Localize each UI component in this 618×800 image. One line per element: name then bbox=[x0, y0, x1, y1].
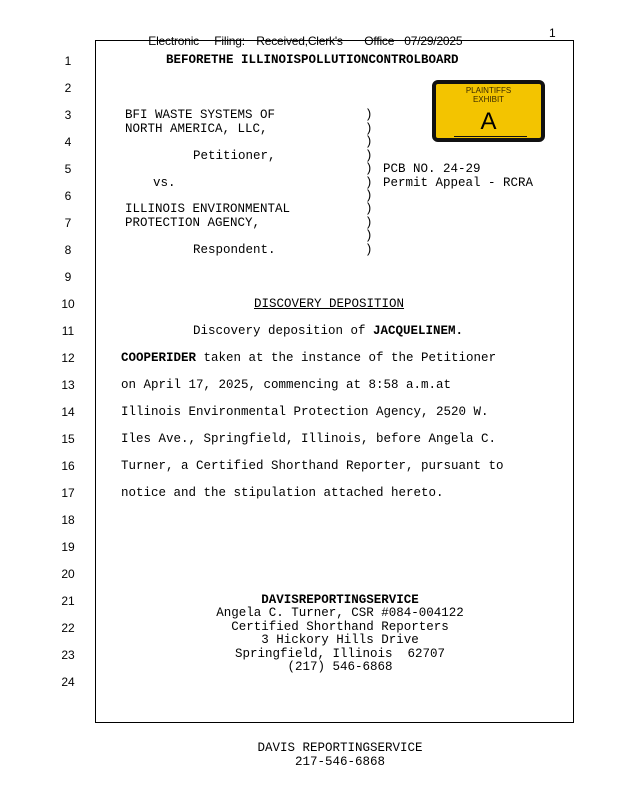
body-line-16: Turner, a Certified Shorthand Reporter, pursuant to bbox=[121, 459, 504, 473]
line-number: 17 bbox=[61, 486, 75, 500]
petitioner-name-line1: BFI WASTE SYSTEMS OF bbox=[125, 108, 276, 122]
caption-paren: ) bbox=[365, 189, 373, 203]
line-number: 9 bbox=[64, 270, 72, 284]
line-number: 15 bbox=[61, 432, 75, 446]
reporting-firm: DAVISREPORTINGSERVICE bbox=[261, 593, 419, 607]
exhibit-sticker bbox=[432, 80, 545, 142]
petitioner-name-line2: NORTH AMERICA, LLC, bbox=[125, 122, 268, 136]
exhibit-sticker-line1: PLAINTIFFS bbox=[465, 86, 512, 95]
line-number: 13 bbox=[61, 378, 75, 392]
deponent-last-name: COOPERIDER bbox=[121, 351, 197, 365]
footer-phone: 217-546-6868 bbox=[294, 755, 385, 769]
caption-paren: ) bbox=[365, 202, 373, 216]
line-number: 14 bbox=[61, 405, 75, 419]
body-line-12 bbox=[121, 351, 496, 365]
versus-label: vs. bbox=[153, 176, 176, 190]
case-number: PCB NO. 24-29 bbox=[383, 162, 481, 176]
firm-phone: (217) 546-6868 bbox=[287, 660, 393, 674]
line-number: 11 bbox=[61, 324, 75, 338]
line-number: 12 bbox=[61, 351, 75, 365]
deponent-first-name: JACQUELINEM. bbox=[373, 324, 464, 338]
petitioner-label: Petitioner, bbox=[193, 149, 276, 163]
caption-paren: ) bbox=[365, 135, 373, 149]
body-line-14: Illinois Environmental Protection Agency, 2520 W. bbox=[121, 405, 489, 419]
caption-paren: ) bbox=[365, 229, 373, 243]
line-number: 21 bbox=[61, 594, 75, 608]
caption-paren: ) bbox=[365, 176, 373, 190]
line-number: 8 bbox=[64, 243, 72, 257]
header-electronic: Electronic bbox=[148, 34, 199, 48]
header-filing: Filing: bbox=[214, 34, 245, 48]
header-office: Office bbox=[364, 34, 395, 48]
footer-firm: DAVIS REPORTINGSERVICE bbox=[257, 741, 423, 755]
caption-paren: ) bbox=[365, 162, 373, 176]
line-number: 6 bbox=[64, 189, 72, 203]
line-number: 18 bbox=[61, 513, 75, 527]
line-number: 24 bbox=[61, 675, 75, 689]
header-received: Received,Clerk's bbox=[256, 34, 343, 48]
respondent-name-line1: ILLINOIS ENVIRONMENTAL bbox=[125, 202, 291, 216]
case-type: Permit Appeal - RCRA bbox=[383, 176, 534, 190]
line-number: 22 bbox=[61, 621, 75, 635]
reporter-title: Certified Shorthand Reporters bbox=[231, 620, 449, 634]
caption-paren: ) bbox=[365, 108, 373, 122]
deposition-heading: DISCOVERY DEPOSITION bbox=[254, 297, 405, 311]
body-line-15: Iles Ave., Springfield, Illinois, before Angela C. bbox=[121, 432, 497, 446]
exhibit-letter: A bbox=[480, 108, 497, 135]
line-number: 2 bbox=[64, 81, 72, 95]
caption-paren: ) bbox=[365, 216, 373, 230]
line12-rest: taken at the instance of the Petitioner bbox=[196, 351, 497, 365]
line-number: 20 bbox=[61, 567, 75, 581]
caption-paren: ) bbox=[365, 149, 373, 163]
respondent-label: Respondent. bbox=[193, 243, 276, 257]
line-number: 7 bbox=[64, 216, 72, 230]
line-number: 10 bbox=[61, 297, 75, 311]
body-line-11 bbox=[193, 324, 463, 338]
respondent-name-line2: PROTECTION AGENCY, bbox=[125, 216, 261, 230]
exhibit-rule bbox=[454, 136, 527, 137]
firm-city: Springfield, Illinois 62707 bbox=[234, 647, 446, 661]
line-number: 23 bbox=[61, 648, 75, 662]
board-title: BEFORETHE ILLINOISPOLLUTIONCONTROLBOARD bbox=[166, 53, 459, 67]
caption-paren: ) bbox=[365, 243, 373, 257]
firm-address: 3 Hickory Hills Drive bbox=[261, 633, 419, 647]
body-line-13: on April 17, 2025, commencing at 8:58 a.m.at bbox=[121, 378, 452, 392]
exhibit-sticker-line2: EXHIBIT bbox=[472, 95, 505, 104]
line-number: 16 bbox=[61, 459, 75, 473]
line-number: 3 bbox=[64, 108, 72, 122]
caption-paren: ) bbox=[365, 122, 373, 136]
line-number: 1 bbox=[64, 54, 72, 68]
page-number: 1 bbox=[549, 26, 556, 40]
line-number: 19 bbox=[61, 540, 75, 554]
header-date: 07/29/2025 bbox=[404, 34, 463, 48]
line-number: 4 bbox=[64, 135, 72, 149]
reporter-name: Angela C. Turner, CSR #084-004122 bbox=[216, 606, 464, 620]
line11-lead: Discovery deposition of bbox=[193, 324, 374, 338]
body-line-17: notice and the stipulation attached hereto. bbox=[121, 486, 444, 500]
line-number: 5 bbox=[64, 162, 72, 176]
